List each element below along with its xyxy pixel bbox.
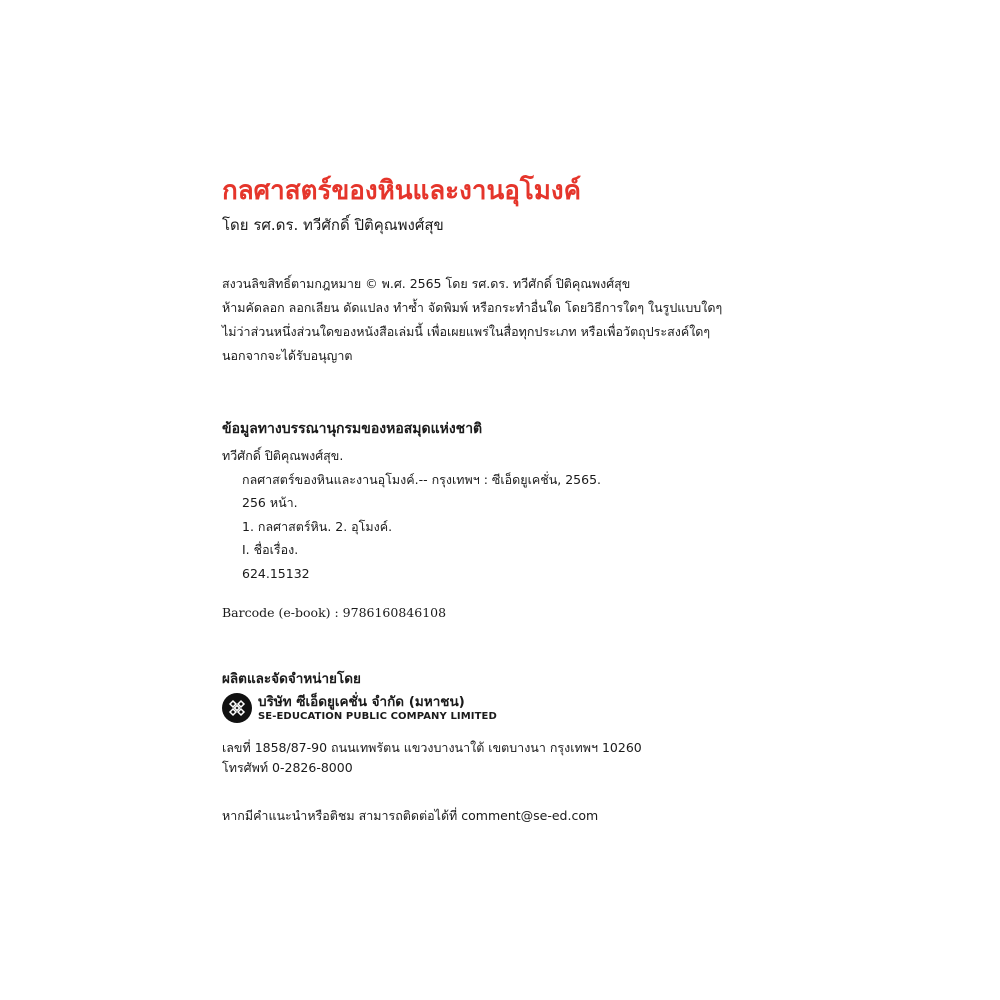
cip-entry: กลศาสตร์ของหินและงานอุโมงค์.-- กรุงเทพฯ : ซีเอ็ดยูเคชั่น, 2565. [242,471,601,487]
company-name-english: SE-EDUCATION PUBLIC COMPANY LIMITED [258,710,497,722]
copyright-notice [222,272,722,368]
cip-entry: 256 หน้า. [242,495,298,510]
copyright-line: นอกจากจะได้รับอนุญาต [222,348,353,363]
book-title: กลศาสตร์ของหินและงานอุโมงค์ [222,176,582,206]
author-line: โดย รศ.ดร. ทวีศักดิ์ ปิติคุณพงศ์สุข [222,216,444,234]
cip-author: ทวีศักดิ์ ปิติคุณพงศ์สุข. [222,448,344,463]
publisher-address [222,738,642,778]
company-name [258,694,497,723]
se-ed-logo-icon [222,693,252,723]
cip-entry: 1. กลศาสตร์หิน. 2. อุโมงค์. [242,518,393,534]
cip-entry: 624.15132 [242,565,310,581]
producer-heading: ผลิตและจัดจำหน่ายโดย [222,671,361,687]
copyright-line: ไม่ว่าส่วนหนึ่งส่วนใดของหนังสือเล่มนี้ เพื่อเผยแพร่ในสื่อทุกประเภท หรือเพื่อวัตถุประสงค์ใดๆ [222,324,711,339]
barcode-line: Barcode (e-book) : 9786160846108 [222,605,447,620]
phone-line: โทรศัพท์ 0-2826-8000 [222,760,353,775]
copyright-line: ห้ามคัดลอก ลอกเลียน ดัดแปลง ทำซ้ำ จัดพิมพ์ หรือกระทำอื่นใด โดยวิธีการใดๆ ในรูปแบบใดๆ [222,300,723,315]
copyright-line: สงวนลิขสิทธิ์ตามกฎหมาย © พ.ศ. 2565 โดย รศ.ดร. ทวีศักดิ์ ปิติคุณพงศ์สุข [222,276,631,291]
feedback-contact: หากมีคำแนะนำหรือติชม สามารถติดต่อได้ที่ comment@se-ed.com [222,808,599,823]
publisher-block [222,693,497,723]
address-line: เลขที่ 1858/87-90 ถนนเทพรัตน แขวงบางนาใต้ เขตบางนา กรุงเทพฯ 10260 [222,740,642,755]
cip-record [222,444,601,585]
cip-heading: ข้อมูลทางบรรณานุกรมของหอสมุดแห่งชาติ [222,421,483,437]
company-name-thai: บริษัท ซีเอ็ดยูเคชั่น จำกัด (มหาชน) [258,693,465,710]
cip-entry: I. ชื่อเรื่อง. [242,542,299,557]
